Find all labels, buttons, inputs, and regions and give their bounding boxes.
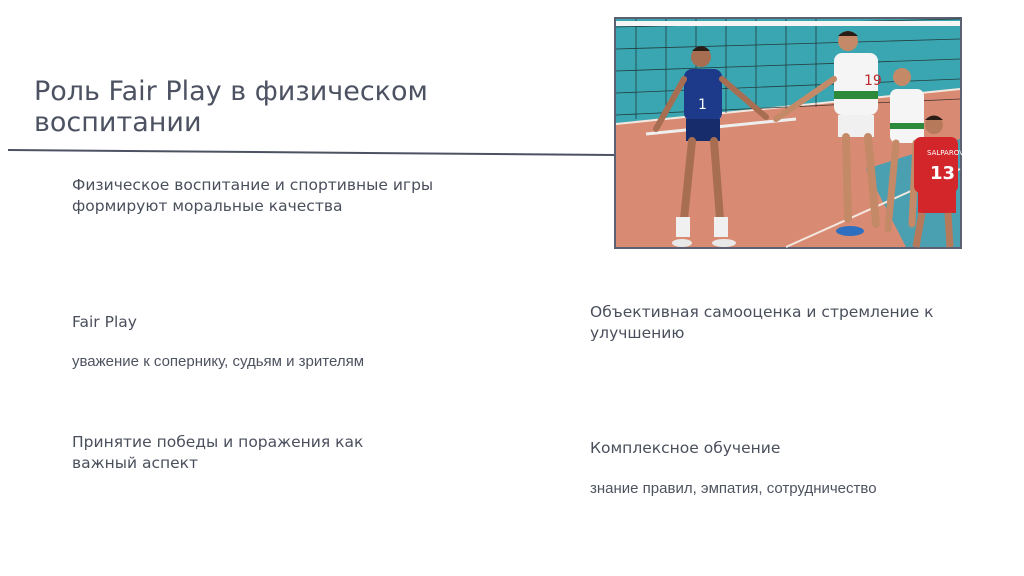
fairplay-block [72, 312, 472, 371]
selfeval-block [590, 302, 980, 344]
victory-heading: Принятие победы и поражения как важный аспект [72, 433, 364, 472]
fairplay-description: уважение к сопернику, судьям и зрителям [72, 353, 365, 370]
training-heading: Комплексное обучение [590, 439, 781, 457]
selfeval-heading: Объективная самооценка и стремление к улучшению [590, 303, 934, 342]
training-description: знание правил, эмпатия, сотрудничество [590, 480, 877, 497]
intro-heading: Физическое воспитание и спортивные игры формируют моральные качества [72, 176, 434, 215]
volleyball-photo [614, 17, 962, 249]
slide-title: Роль Fair Play в физическом воспитании [34, 76, 428, 138]
intro-block [72, 175, 452, 217]
svg-text:13: 13 [930, 163, 956, 184]
victory-block [72, 432, 432, 474]
fairplay-heading: Fair Play [72, 313, 137, 331]
svg-text:1: 1 [698, 97, 707, 113]
svg-text:19: 19 [864, 73, 882, 89]
svg-text:SALPAROV: SALPAROV [927, 149, 964, 157]
training-block [590, 438, 970, 498]
